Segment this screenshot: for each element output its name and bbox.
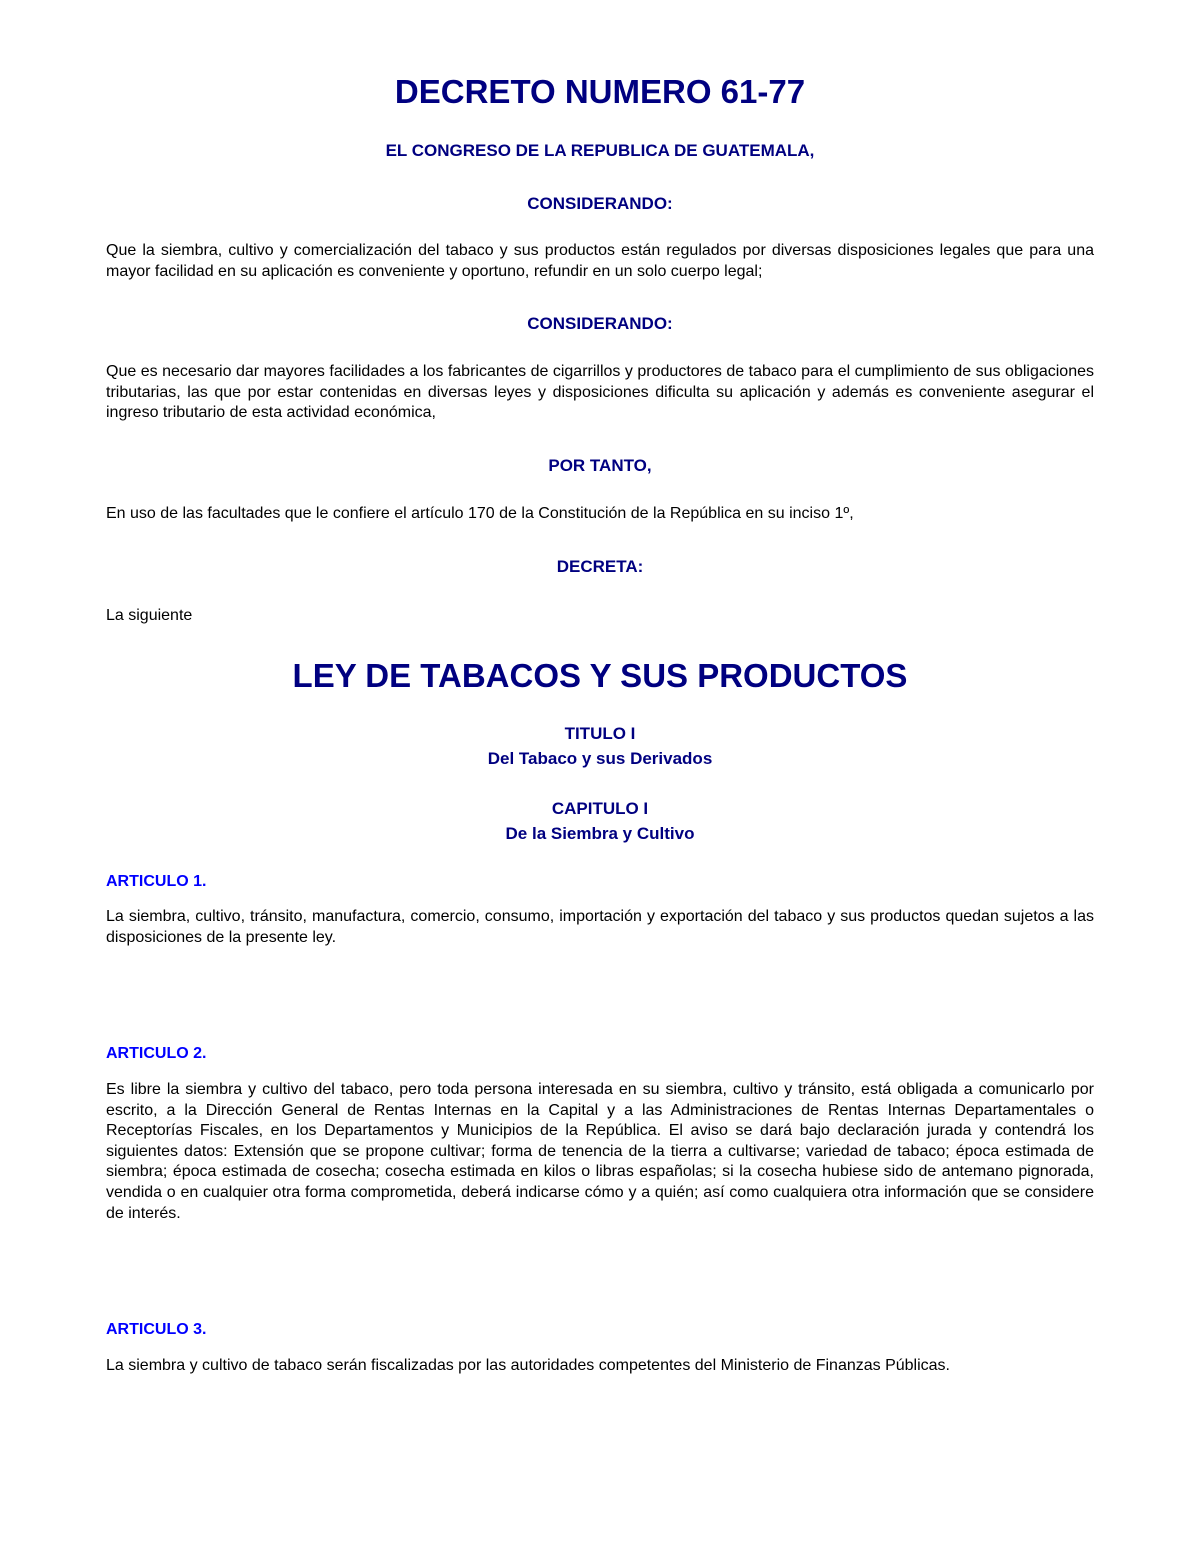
decreta-text: La siguiente [106,607,193,624]
titulo-label: TITULO I [564,724,636,743]
considerando-1-text: Que la siembra, cultivo y comercialización del tabaco y sus productos están regulados por diversas disposiciones legales que para una mayor facilidad en su aplicación es conveniente y oportuno, refundir en un solo cuerpo legal; [106,242,1094,280]
por-tanto-text: En uso de las facultades que le confiere el artículo 170 de la Constitución de la República en su inciso 1º, [106,505,854,522]
considerando-1-heading: CONSIDERANDO: [527,194,673,213]
decreta-heading: DECRETA: [556,557,644,576]
titulo-block [106,721,1094,771]
law-title: LEY DE TABACOS Y SUS PRODUCTOS [292,657,908,694]
decree-title: DECRETO NUMERO 61-77 [394,73,806,110]
article-2-text: Es libre la siembra y cultivo del tabaco, pero toda persona interesada en su siembra, cultivo y tránsito, está obligada a comunicarlo por escrito, a la Dirección General de Rentas Internas en la Capital y a las Administraciones de Rentas Internas Departamentales o Receptorías Fiscales, en los Departamentos y Municipios de la República. El aviso se dará bajo declaración jurada y contendrá los siguientes datos: Extensión que se propone cultivar; forma de tenencia de la tierra a cultivarse; variedad de tabaco; época estimada de siembra; época estimada de cosecha; cosecha estimada en kilos o libras españolas; si la cosecha hubiese sido de antemano pignorada, vendida o en cualquier otra forma comprometida, deberá indicarse cómo y a quién; así como cualquiera otra información que se considere de interés. [106,1081,1094,1222]
considerando-2-text: Que es necesario dar mayores facilidades a los fabricantes de cigarrillos y productores de tabaco para el cumplimiento de sus obligaciones tributarias, las que por estar contenidas en diversas leyes y disposiciones dificulta su aplicación y además es conveniente asegurar el ingreso tributario de esta actividad económica, [106,363,1094,422]
article-3-heading: ARTICULO 3. [106,1321,207,1338]
article-1-text: La siembra, cultivo, tránsito, manufactura, comercio, consumo, importación y exportación del tabaco y sus productos quedan sujetos a las disposiciones de la presente ley. [106,908,1094,946]
article-3-text: La siembra y cultivo de tabaco serán fiscalizadas por las autoridades competentes del Ministerio de Finanzas Públicas. [106,1357,950,1374]
capitulo-block [106,796,1094,846]
congress-heading: EL CONGRESO DE LA REPUBLICA DE GUATEMALA, [385,141,815,160]
capitulo-name: De la Siembra y Cultivo [505,824,695,843]
considerando-2-heading: CONSIDERANDO: [527,314,673,333]
article-2-heading: ARTICULO 2. [106,1045,207,1062]
por-tanto-heading: POR TANTO, [548,456,652,475]
article-1-heading: ARTICULO 1. [106,873,207,890]
capitulo-label: CAPITULO I [551,799,649,818]
titulo-name: Del Tabaco y sus Derivados [487,749,713,768]
